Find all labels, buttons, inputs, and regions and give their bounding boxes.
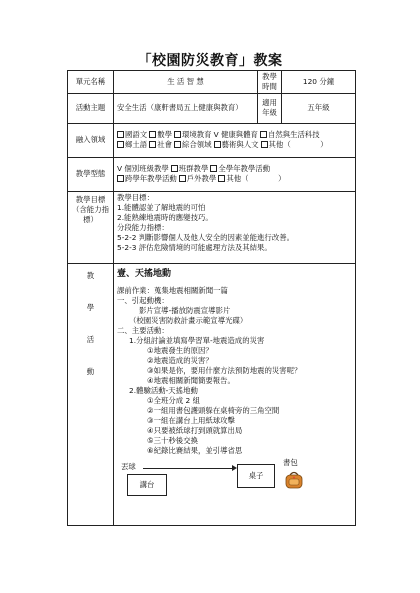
throw-arrow-line — [143, 468, 233, 469]
option-item — [171, 164, 209, 174]
option-item — [149, 140, 172, 150]
objectives-content — [114, 191, 356, 263]
option-item — [214, 140, 259, 150]
option-label: 其他（ ） — [268, 140, 328, 150]
theme-row — [68, 93, 356, 123]
checkbox-empty-icon — [218, 175, 225, 182]
activity-sub-2-item: ③一組在講台上用紙球攻擊 — [147, 415, 235, 425]
option-label: 戶外教學 — [186, 174, 217, 184]
option-item — [179, 174, 217, 184]
indicator-heading: 分段能力指標： — [117, 222, 169, 232]
activity-sub-2-item: ②一組用書包護頭躲在桌椅旁的三角空間 — [147, 405, 280, 415]
option-label: 班群教學 — [178, 164, 209, 174]
objective-item: 1.能體認並了解地震的可怕 — [117, 202, 206, 212]
time-label: 教學時間 — [258, 71, 282, 94]
option-label: 數學 — [157, 130, 172, 140]
theme-label: 活動主題 — [68, 93, 114, 123]
unit-name: 生 活 智 慧 — [114, 71, 258, 94]
checkbox-empty-icon — [261, 141, 268, 148]
activity-sub-2-item: ④只要被紙球打到頭就算出局 — [147, 425, 243, 435]
throw-label: 丟球 — [121, 461, 136, 471]
checkbox-empty-icon — [149, 141, 156, 148]
option-item — [117, 130, 147, 140]
unit-row — [68, 71, 356, 94]
activity-section-1: 一、引起動機： — [117, 296, 169, 306]
activity-row — [68, 263, 356, 525]
teaching-form-options-row1 — [117, 164, 352, 174]
option-label: 跨學年教學活動 — [125, 174, 177, 184]
activity-sub-1-item: ①地震發生的原因？ — [147, 346, 213, 356]
unit-label: 單元名稱 — [68, 71, 114, 94]
grade-value: 五年級 — [282, 93, 356, 123]
option-item — [149, 130, 172, 140]
checkbox-empty-icon — [171, 165, 178, 172]
activity-sub-1-item: ④地震相關新聞簡要報告。 — [147, 375, 235, 385]
option-item — [210, 164, 270, 174]
option-label: 社會 — [157, 140, 172, 150]
option-label: 國語文 — [125, 130, 148, 140]
integration-options-row1 — [117, 130, 352, 140]
option-item — [174, 130, 212, 140]
integration-options-row2 — [117, 140, 352, 150]
lesson-plan-table — [67, 70, 356, 526]
option-item — [261, 140, 328, 150]
option-item — [117, 174, 177, 184]
checked-mark: V — [213, 130, 221, 140]
option-label: 自然與生活科技 — [267, 130, 320, 140]
teaching-form-options-row2 — [117, 174, 352, 184]
activity-sub-2-item: ①全班分成 2 組 — [147, 395, 200, 405]
activity-section-2: 二、主要活動： — [117, 326, 169, 336]
indicator-item: 5-2-2 判斷影響個人及他人安全的因素並能進行改善。 — [117, 232, 294, 242]
activity-side-label — [68, 263, 114, 525]
activity-side-char: 學 — [86, 302, 95, 312]
activity-sub-2: 2.體驗活動-天搖地動 — [129, 385, 198, 395]
theme-value: 安全生活（康軒書局五上健康與教育） — [114, 93, 258, 123]
activity-side-char: 教 — [86, 270, 95, 280]
checked-mark: V — [117, 164, 125, 174]
desk-box: 桌子 — [237, 464, 275, 488]
objectives-label: 教學目標（含能力指標） — [68, 191, 114, 263]
checkbox-empty-icon — [179, 175, 186, 182]
integration-label: 融入領域 — [68, 123, 114, 157]
bag-label: 書包 — [283, 457, 298, 467]
option-item — [117, 140, 147, 150]
option-label: 藝術與人文 — [221, 140, 259, 150]
integration-row — [68, 123, 356, 157]
activity-sub-2-item: ⑥紀錄比賽結果，並引導省思 — [147, 445, 243, 455]
objective-item: 2.能熟練地震時的應變技巧。 — [117, 212, 213, 222]
checkbox-empty-icon — [174, 131, 181, 138]
podium-box: 講台 — [127, 474, 167, 496]
option-item — [174, 140, 212, 150]
activity-section-1-line: 影片宣導-播放防震宣導影片 — [139, 306, 231, 316]
activity-homework: 課前作業：蒐集地震相關新聞一篇 — [117, 286, 228, 296]
objectives-row — [68, 191, 356, 263]
checkbox-empty-icon — [260, 131, 267, 138]
checkbox-empty-icon — [210, 165, 217, 172]
activity-sub-2-item: ⑤三十秒後交換 — [147, 435, 198, 445]
option-label: 健康與體育 — [220, 130, 258, 140]
option-item — [260, 130, 320, 140]
checkbox-empty-icon — [117, 141, 124, 148]
activity-section-1-line: （校園災害防救計畫示範宣導光碟） — [129, 316, 248, 326]
activity-side-char: 動 — [86, 366, 95, 376]
option-label: 其他（ ） — [226, 174, 286, 184]
activity-title: 壹、天搖地動 — [117, 268, 172, 279]
teaching-form-label: 教學型態 — [68, 157, 114, 191]
activity-sub-1-item: ②地震造成的災害？ — [147, 356, 213, 365]
option-label: 綜合領域 — [181, 140, 212, 150]
option-label: 環境教育 — [181, 130, 212, 140]
activity-sub-1-item: ③如果是你，要用什麼方法預防地震的災害呢？ — [147, 365, 302, 375]
integration-options — [114, 123, 356, 157]
checkbox-empty-icon — [174, 141, 181, 148]
checkbox-empty-icon — [214, 141, 221, 148]
indicator-item: 5-2-3 評估危險情境的可能處理方法及其結果。 — [117, 242, 272, 252]
classroom-diagram — [117, 458, 352, 520]
teaching-form-options — [114, 157, 356, 191]
checkbox-empty-icon — [117, 131, 124, 138]
grade-label: 適用年級 — [258, 93, 282, 123]
checkbox-empty-icon — [149, 131, 156, 138]
page-title: 「校園防災教育」教案 — [137, 53, 283, 69]
objectives-heading: 教學目標： — [117, 192, 154, 202]
teaching-form-row — [68, 157, 356, 191]
option-label: 鄉土語 — [125, 140, 148, 150]
time-value: 120 分鐘 — [282, 71, 356, 94]
activity-content — [114, 263, 356, 525]
option-item — [117, 164, 169, 174]
option-label: 全學年教學活動 — [218, 164, 271, 174]
activity-sub-1: 1.分組討論並填寫學習單-地震造成的災害 — [129, 336, 265, 346]
option-label: 個別班級教學 — [124, 164, 169, 174]
option-item — [218, 174, 285, 184]
checkbox-empty-icon — [117, 175, 124, 182]
schoolbag-icon — [283, 470, 305, 490]
activity-side-char: 活 — [86, 334, 95, 344]
option-item — [214, 130, 258, 140]
